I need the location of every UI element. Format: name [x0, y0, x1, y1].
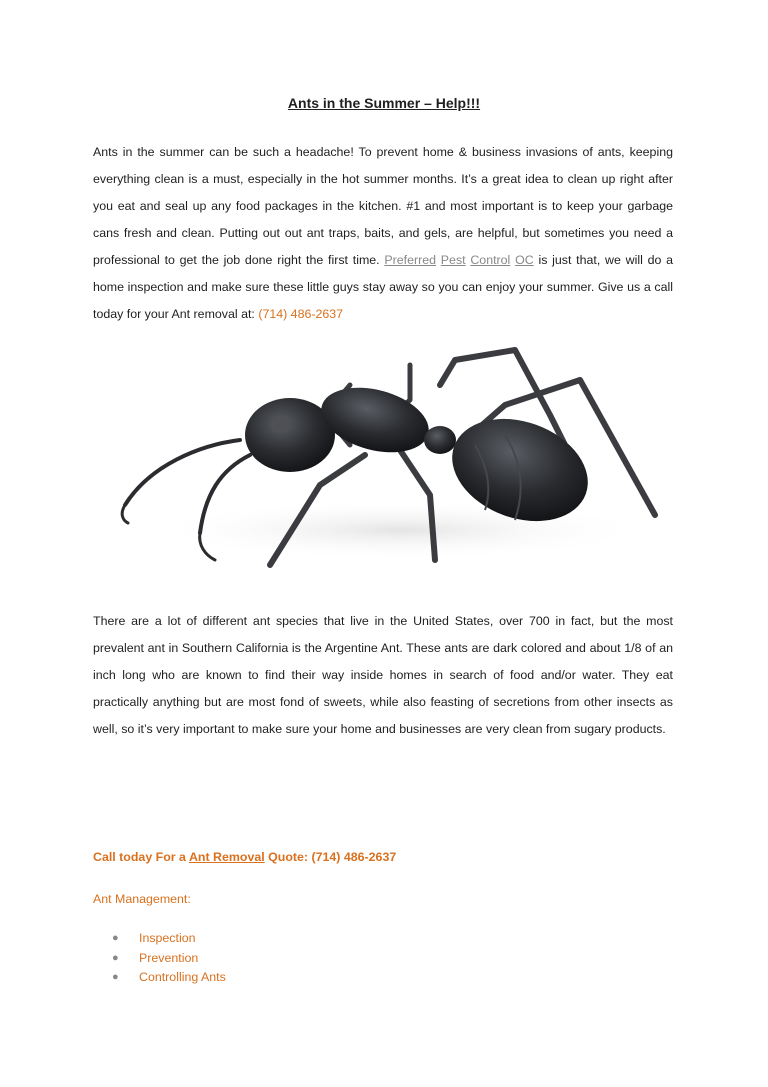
call-to-action	[93, 850, 396, 864]
list-item	[112, 929, 226, 949]
management-list	[112, 929, 226, 988]
bullet-icon: ●	[112, 932, 119, 944]
intro-paragraph	[93, 139, 673, 328]
list-item-label: Controlling Ants	[139, 970, 226, 984]
link-control[interactable]: Control	[470, 253, 511, 267]
management-title: Ant Management:	[93, 892, 191, 906]
ant-photo	[110, 345, 670, 585]
intro-text-continued: is just that, we will do a home inspection and make sure these little guys stay away so you can enjoy your summer. Give us a call today for your Ant removal at:	[93, 253, 674, 321]
species-paragraph: There are a lot of different ant species that live in the United States, over 700 in fact, but the most prevalent ant in Southern California is the Argentine Ant. These ants are dark colored and about 1/8 of an inch long who are known to find their way inside homes in search of food and/or water. They eat practically anything but are most fond of sweets, while also feasting of secretions from other insects as well, so it’s very important to make sure your home and businesses are very clean from sugary products.	[93, 614, 673, 736]
bullet-icon: ●	[112, 971, 119, 983]
bullet-icon: ●	[112, 951, 119, 964]
link-oc[interactable]: OC	[515, 253, 534, 267]
list-item-label: Prevention	[139, 950, 199, 965]
list-item	[112, 949, 226, 969]
intro-phone: (714) 486-2637	[258, 307, 344, 321]
list-item-label: Inspection	[139, 931, 196, 945]
cta-suffix: Quote: (714) 486-2637	[268, 850, 397, 864]
cta-prefix: Call today For a	[93, 850, 186, 864]
document-title: Ants in the Summer – Help!!!	[287, 95, 481, 111]
list-item	[112, 968, 226, 988]
link-pest[interactable]: Pest	[440, 253, 466, 267]
link-preferred[interactable]: Preferred	[384, 253, 437, 267]
ant-removal-link[interactable]: Ant Removal	[188, 850, 265, 864]
intro-text: Ants in the summer can be such a headache! To prevent home & business invasions of ants, keeping everything clean is a must, especially in the hot summer months. It’s a great idea to clean up right after you eat and seal up any food packages in the kitchen. #1 and most important is to keep your garbage cans fresh and clean. Putting out out ant traps, baits, and gels, are helpful, but sometimes you need a professional to get the job done right the first time.	[93, 145, 673, 267]
